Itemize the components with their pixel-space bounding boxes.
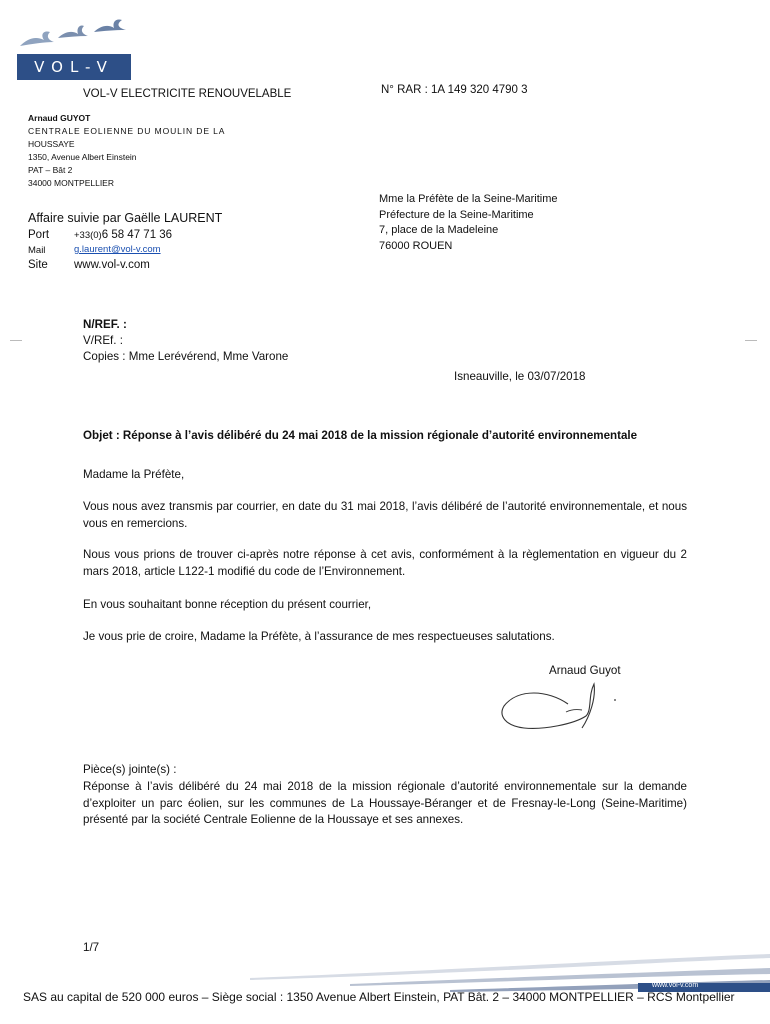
port-label: Port [28, 229, 50, 241]
signature-icon [498, 676, 628, 738]
signatory-name: Arnaud Guyot [549, 664, 621, 677]
sender-block [28, 112, 225, 190]
birds-icon [14, 10, 134, 56]
sender-entity-line1: CENTRALE EOLIENNE DU MOULIN DE LA [28, 126, 226, 136]
port-value [74, 229, 172, 241]
copies: Copies : Mme Lerévérend, Mme Varone [83, 350, 289, 363]
fold-mark-right [745, 340, 757, 341]
page-number: 1/7 [83, 941, 100, 954]
nref: N/REF. : [83, 318, 127, 331]
sender-address2: PAT – Bât 2 [28, 165, 73, 175]
followed-by: Affaire suivie par Gaëlle LAURENT [28, 211, 223, 225]
sender-address3: 34000 MONTPELLIER [28, 178, 114, 188]
company-logo [14, 10, 132, 82]
paragraph-3: En vous souhaitant bonne réception du présent courrier, [83, 598, 372, 611]
subject: Objet : Réponse à l’avis délibéré du 24 mai 2018 de la mission régionale d’autorité environnementale [83, 429, 638, 442]
company-name: VOL-V ELECTRICITE RENOUVELABLE [83, 88, 292, 100]
vref: V/REf. : [83, 334, 123, 347]
footer-web: www.vol-v.com [652, 982, 699, 989]
attachments-text: Réponse à l’avis délibéré du 24 mai 2018 de la mission régionale d’autorité environnementale sur la demande d’exploiter un parc éolien, sur les communes de La Houssaye-Béranger et de Fresnay-le-Long (Seine-Maritime) présenté par la société Centrale Eolienne de la Houssaye et ses annexes. [83, 780, 687, 826]
logo-text: VOL-V [34, 58, 114, 76]
paragraph-2: Nous vous prions de trouver ci-après notre réponse à cet avis, conformément à la règlementation en vigueur du 2 mars 2018, article L122-1 modifié du code de l’Environnement. [83, 548, 687, 578]
recipient-line1: Mme la Préfète de la Seine-Maritime [379, 193, 558, 205]
paragraph-4: Je vous prie de croire, Madame la Préfète, à l’assurance de mes respectueuses salutations. [83, 630, 555, 643]
site-label: Site [28, 259, 48, 271]
rar-number: N° RAR : 1A 149 320 4790 3 [381, 84, 528, 96]
attachments-label: Pièce(s) jointe(s) : [83, 763, 177, 776]
sender-name: Arnaud GUYOT [28, 113, 91, 123]
salutation: Madame la Préfète, [83, 468, 185, 481]
port-prefix: +33(0) [74, 230, 102, 241]
recipient-block [379, 192, 639, 254]
recipient-line3: 7, place de la Madeleine [379, 224, 499, 236]
place-date: Isneauville, le 03/07/2018 [454, 370, 586, 383]
fold-mark-left [10, 340, 22, 341]
port-number: 6 58 47 71 36 [101, 229, 173, 241]
sender-entity-line2: HOUSSAYE [28, 139, 75, 149]
recipient-line4: 76000 ROUEN [379, 239, 453, 252]
footer-legal: SAS au capital de 520 000 euros – Siège social : 1350 Avenue Albert Einstein, PAT Bât. 2 – 34000 MONTPELLIER – RCS Montpellier [23, 990, 735, 1004]
mail-label: Mail [28, 245, 46, 256]
recipient-line2: Préfecture de la Seine-Maritime [379, 208, 534, 221]
paragraph-1: Vous nous avez transmis par courrier, en date du 31 mai 2018, l’avis délibéré de l’autorité environnementale, et nous vous en remercions. [83, 500, 687, 530]
sender-address1: 1350, Avenue Albert Einstein [28, 152, 137, 162]
site-value: www.vol-v.com [74, 259, 150, 271]
mail-link[interactable]: g.laurent@vol-v.com [74, 244, 161, 255]
